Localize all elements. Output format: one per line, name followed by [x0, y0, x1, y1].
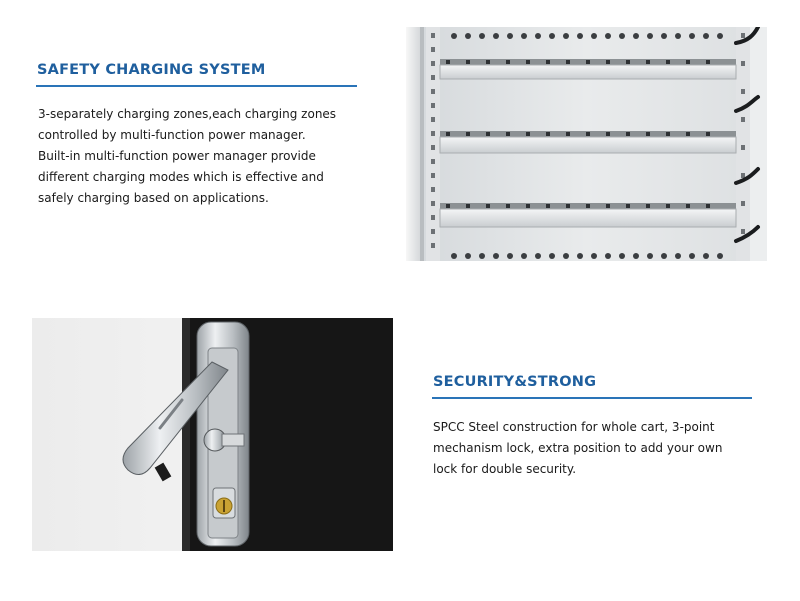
- security-heading-rule: [432, 397, 752, 399]
- charging-line: 3-separately charging zones,each charging zones: [38, 107, 337, 121]
- charging-cabinet-photo: [406, 27, 767, 261]
- lock-handle-photo: [32, 318, 393, 551]
- charging-description: [38, 104, 336, 209]
- security-line: SPCC Steel construction for whole cart, 3-point: [433, 420, 715, 434]
- charging-line: different charging modes which is effective and: [38, 170, 324, 184]
- lock-image: [32, 318, 393, 551]
- security-line: lock for double security.: [433, 462, 577, 476]
- charging-line: safely charging based on applications.: [38, 191, 269, 205]
- security-description: [433, 417, 722, 480]
- security-line: mechanism lock, extra position to add your own: [433, 441, 723, 455]
- security-heading: SECURITY&STRONG: [433, 374, 597, 390]
- charging-heading-rule: [36, 85, 357, 87]
- cabinet-shelves-image: [406, 27, 767, 261]
- charging-heading: SAFETY CHARGING SYSTEM: [37, 62, 266, 78]
- charging-line: Built-in multi-function power manager provide: [38, 149, 316, 163]
- charging-line: controlled by multi-function power manager.: [38, 128, 306, 142]
